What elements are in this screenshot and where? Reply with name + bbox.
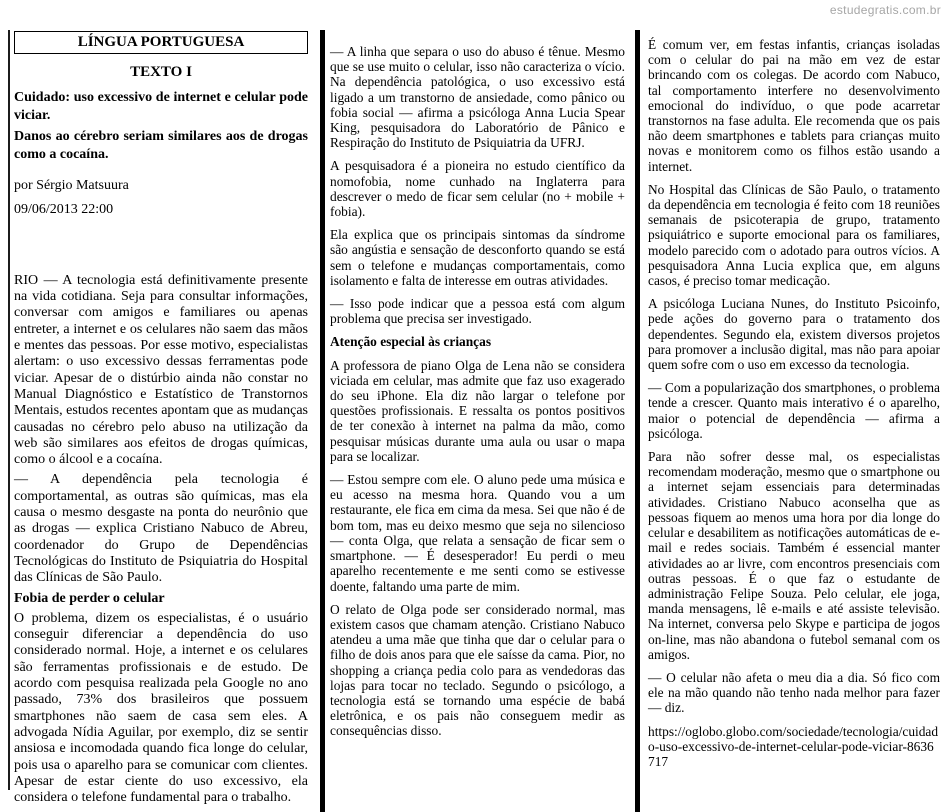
paragraph-rio-tecnologia: RIO — A tecnologia está definitivamente presente na vida cotidiana. Seja para consultar informações, conversar com amigos e familiares ou apenas entreter, a internet e os celulares não saem das mãos e mentes das pessoas. Por esse motivo, especialistas alertam: o uso excessivo dessas ferramentas pode viciar. Apesar de o distúrbio ainda não constar no Manual Diagnóstico e Estatístico de Transtornos Mentais, estudos recentes apontam que as mudanças causadas no cérebro pelo abuso na utilização da web são similares aos efeitos de drogas químicas, como o álcool e a cocaína. xyxy=(14,272,308,468)
text-number-label: TEXTO I xyxy=(130,64,192,80)
column-1 xyxy=(14,31,308,806)
paragraph-hospital-clinicas: No Hospital das Clínicas de São Paulo, o tratamento da dependência em tecnologia é feito com 18 reuniões semanais de psicoterapia de grupo, tratamento psiquiátrico e suporte emocional para os familiares, modelo parecido com o adotado para outros vícios. A pesquisadora Anna Lucia explica que, em alguns casos, é preciso tomar medicação. xyxy=(648,181,940,289)
paragraph-linha-abuso: — A linha que separa o uso do abuso é tênue. Mesmo que se use muito o celular, isso não caracteriza o vício. Na dependência patológica, o uso excessivo está ligado a um transtorno de ansiedade, como pânico ou fobia social — afirma a psicóloga Anna Lucia Spear King, pesquisadora do Laboratório de Pânico e Respiração do Instituto de Psiquiatria da UFRJ. xyxy=(330,44,625,151)
subject-title: LÍNGUA PORTUGUESA xyxy=(77,34,245,50)
paragraph-luciana-nunes: A psicóloga Luciana Nunes, do Instituto Psicoinfo, pede ações do governo para o tratamento dos dependentes. Segundo ela, existem diversos projetos para promover a inclusão digital, mas não para apoiar quem sofre com o uso em excesso da tecnologia. xyxy=(648,296,940,373)
paragraph-popularizacao-smartphones: — Com a popularização dos smartphones, o problema tende a crescer. Quanto mais interativo é o aparelho, maior o potencial de dependência — afirma a psicóloga. xyxy=(648,380,940,441)
column1-left-rule xyxy=(8,30,10,790)
column-divider-1 xyxy=(320,30,325,812)
article-dateline: 09/06/2013 22:00 xyxy=(14,201,114,217)
paragraph-sintomas-sindrome: Ela explica que os principais sintomas da síndrome são angústia e sensação de desconforto quando se está sem o telefone e mudanças comportamentais, como isolamento e falta de interesse em outras atividades. xyxy=(330,227,625,288)
paragraph-recomendam-moderacao: Para não sofrer desse mal, os especialistas recomendam moderação, mesmo que o smartphone ou a internet sejam essenciais para determinadas atividades. Cristiano Nabuco aconselha que as pessoas fiquem ao menos uma hora por dia longe do celular e desabilitem as notificações automáticas de e-mail e redes sociais. Também é essencial manter atividades ao ar livre, com encontros presenciais com outras pessoas. É o que faz o estudante de administração Felipe Souza. Pelo celular, ele joga, manda mensagens, lê e-mails e até assiste televisão. Na internet, conversa pelo Skype e participa de jogos on-line, mas não abandona o futebol semanal com os amigos. xyxy=(648,449,940,662)
article-title: Cuidado: uso excessivo de internet e celular pode viciar. xyxy=(14,90,308,123)
paragraph-professora-olga: A professora de piano Olga de Lena não se considera viciada em celular, mas admite que faz uso exagerado do seu iPhone. Ela diz não largar o telefone por questões profissionais. E ressalta os pontos positivos de ter conexão à internet na palma da mão, como pesquisar músicas durante uma aula ou usar o mapa para se localizar. xyxy=(330,357,625,464)
article-byline: por Sérgio Matsuura xyxy=(14,178,129,194)
source-url-text: https://oglobo.globo.com/sociedade/tecnologia/cuidado-uso-excessivo-de-internet-celular-pode-viciar-8636717 xyxy=(648,723,939,769)
paragraph-estou-sempre-com-ele: — Estou sempre com ele. O aluno pede uma música e eu acesso na mesma hora. Quando vou a um restaurante, ele fica em cima da mesa. Sei que não é de bom tom, mas eu deixo mesmo que seja no silencioso — conta Olga, que relata a sensação de ficar sem o smartphone. — É desesperador! Eu perdi o meu aparelho recentemente e me senti como se estivesse doente, faltando uma parte de mim. xyxy=(330,472,625,594)
paragraph-festas-infantis: É comum ver, em festas infantis, crianças isoladas com o celular do pai na mão em vez de estar brincando com os colegas. De acordo com Nabuco, tal comportamento interfere no desenvolvimento emocional do indivíduo, o que pode acarretar transtornos na fase adulta. Ele recomenda que os pais não deem smartphones e tablets para crianças muito novas e monitorem como os filhos estão usando a internet. xyxy=(648,37,940,174)
column-divider-2 xyxy=(635,30,640,812)
article-subtitle: Danos ao cérebro seriam similares aos de drogas como a cocaína. xyxy=(14,129,308,162)
section-heading-fobia: Fobia de perder o celular xyxy=(14,590,165,606)
paragraph-dependencia-comportamental: — A dependência pela tecnologia é comportamental, as outras são químicas, mas ela causa o mesmo desgaste na ponta do neurônio que as drogas — explica Cristiano Nabuco de Abreu, coordenador do Grupo de Dependências Tecnológicas do Instituto de Psiquiatria do Hospital das Clínicas de São Paulo. xyxy=(14,472,308,586)
paragraph-isso-pode-indicar: — Isso pode indicar que a pessoa está com algum problema que precisa ser investigado. xyxy=(330,296,625,327)
section-heading-atencao-criancas: Atenção especial às crianças xyxy=(330,334,492,350)
watermark-text: estudegratis.com.br xyxy=(829,3,941,17)
column-2 xyxy=(330,44,625,739)
subject-title-box xyxy=(14,31,308,54)
paragraph-celular-nao-afeta: — O celular não afeta o meu dia a dia. Só fico com ele na mão quando não tenho nada melhor para fazer — diz. xyxy=(648,669,940,716)
column-3 xyxy=(648,37,940,769)
paragraph-o-problema: O problema, dizem os especialistas, é o usuário conseguir diferenciar a dependência do uso considerado normal. Hoje, a internet e os celulares são ferramentas profissionais e de estudo. De acordo com pesquisa realizada pela Google no ano passado, 73% dos brasileiros que possuem smartphones não saem de casa sem eles. A advogada Nídia Aguilar, por exemplo, diz se sentir ansiosa e incomodada quando fica longe do celular, pois usa o aparelho para se comunicar com clientes. Apesar de estar ciente do uso excessivo, ela considera o telefone fundamental para o trabalho. xyxy=(14,610,308,806)
paragraph-relato-olga: O relato de Olga pode ser considerado normal, mas existem casos que chamam atenção. Cristiano Nabuco atendeu a uma mãe que tinha que dar o celular para o filho de dois anos para que ele saísse da cama. Pior, no shopping a criança pedia colo para as vendedoras das lojas para tocar no teclado. Segundo o psicólogo, a tecnologia está se tornando uma espécie de babá eletrônica, e os pais não conseguem medir as consequências disso. xyxy=(330,601,625,739)
paragraph-pesquisadora-pioneira: A pesquisadora é a pioneira no estudo científico da nomofobia, nome cunhado na Inglaterra para descrever o medo de ficar sem celular (no + mobile + fobia). xyxy=(330,158,625,220)
